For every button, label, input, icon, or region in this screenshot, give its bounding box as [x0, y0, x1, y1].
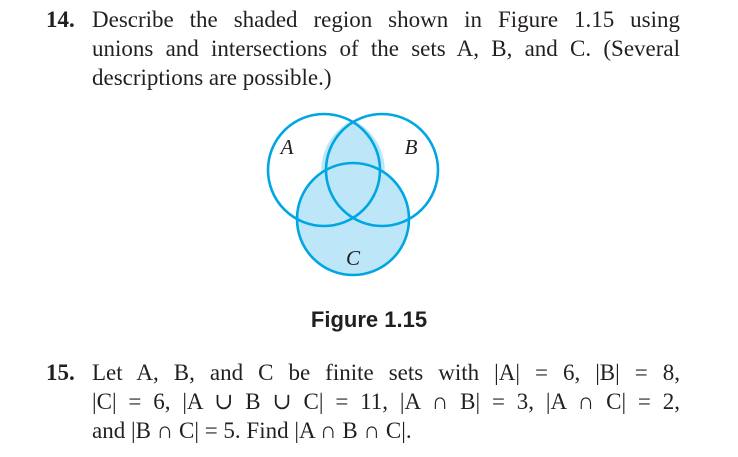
problem-text-line: unions and intersections of the sets A, B, and C. (Several	[92, 36, 680, 61]
venn-diagram	[255, 110, 455, 300]
problem-text-line: |C| = 6, |A ∪ B ∪ C| = 11, |A ∩ B| = 3, |A ∩ C| = 2,	[92, 389, 680, 414]
set-label-a: A	[280, 135, 294, 159]
set-label-b: B	[404, 135, 418, 159]
set-label-c: C	[345, 246, 361, 270]
problem-text-line: and |B ∩ C| = 5. Find |A ∩ B ∩ C|.	[92, 418, 412, 443]
problem-number: 15.	[46, 360, 75, 385]
problem-text-line: Let A, B, and C be finite sets with |A| = 6, |B| = 8,	[92, 360, 680, 385]
problem-text-line: descriptions are possible.)	[92, 65, 332, 90]
figure-caption: Figure 1.15	[310, 307, 428, 332]
problem-text-line: Describe the shaded region shown in Figure 1.15 using	[92, 7, 680, 32]
problem-number: 14.	[46, 7, 75, 32]
